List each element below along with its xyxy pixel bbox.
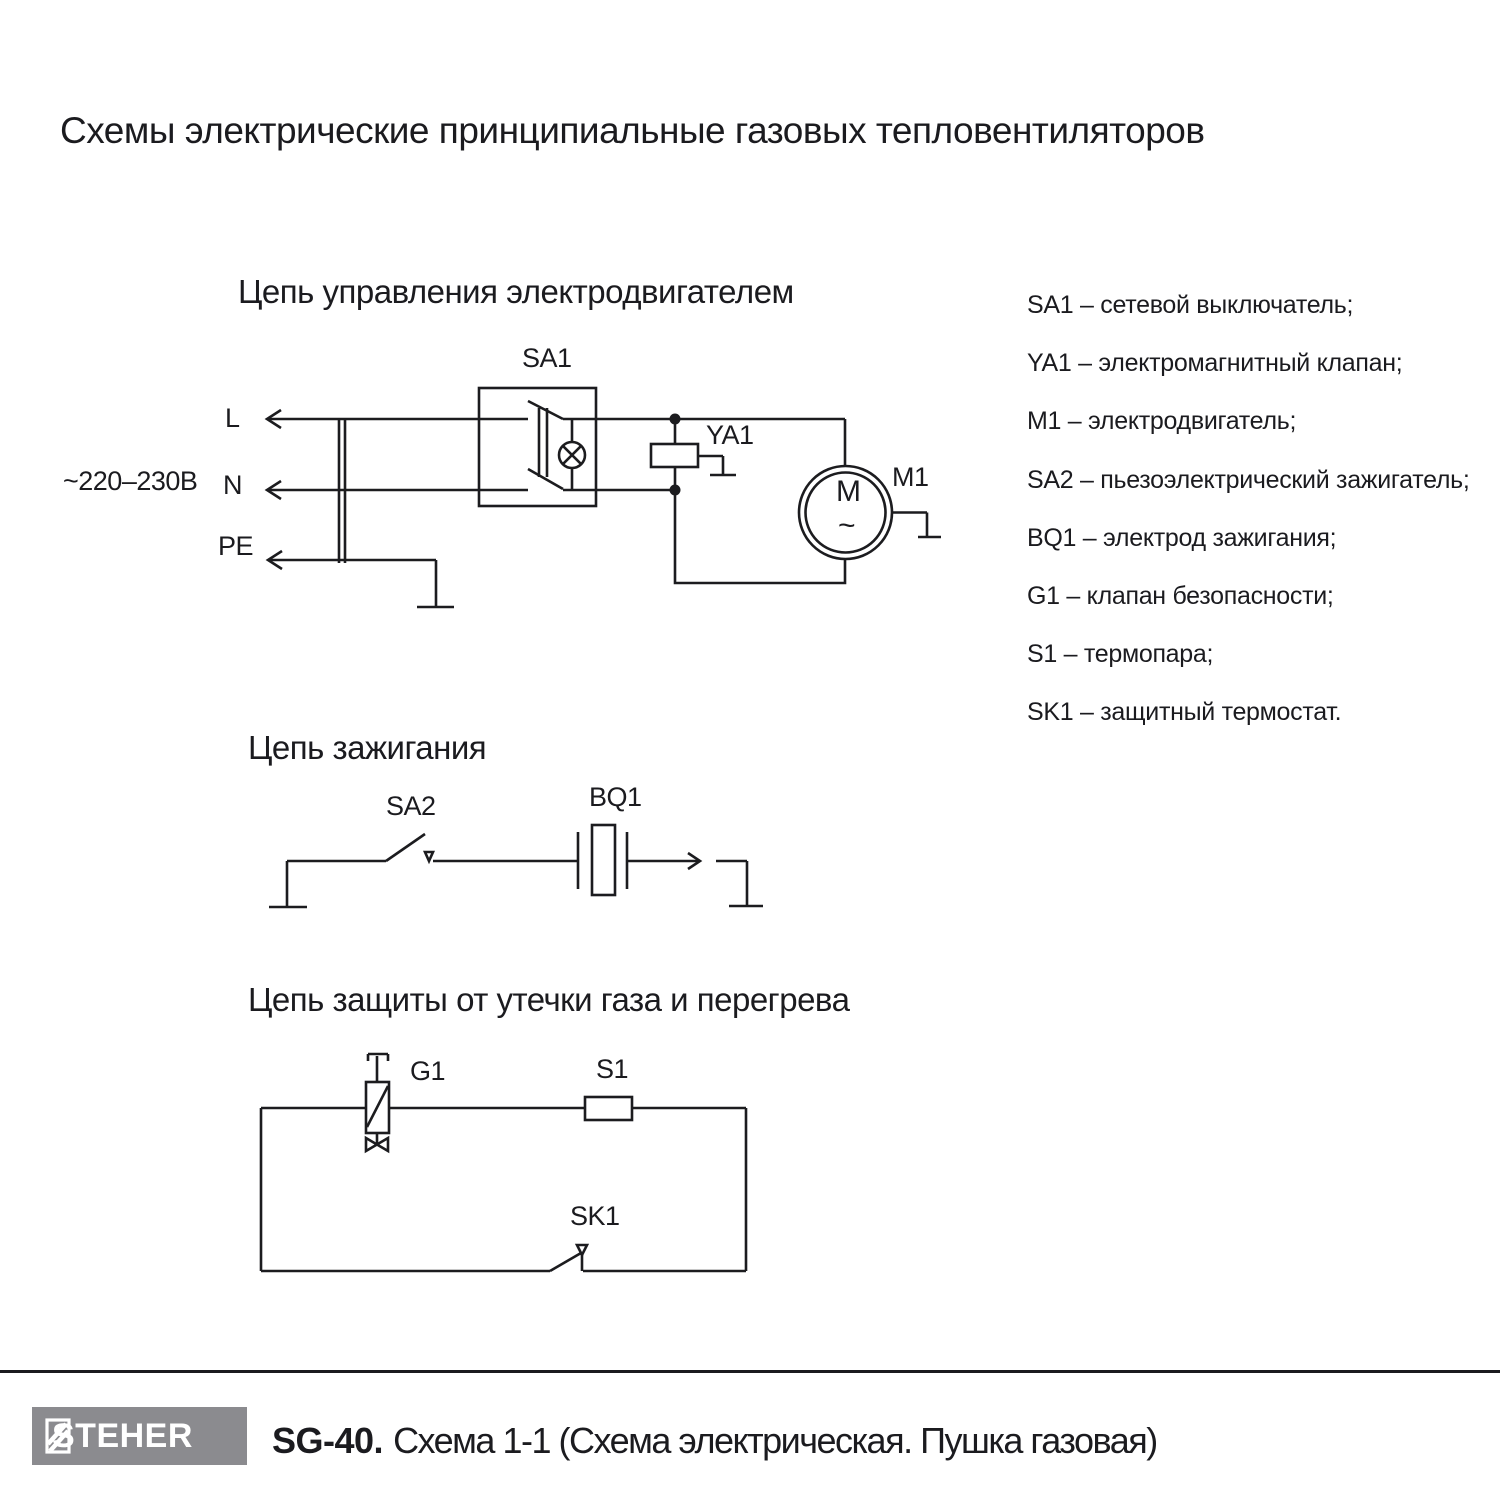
legend-item-ya1: YA1 – электромагнитный клапан; <box>1027 349 1403 378</box>
electrode-bq1-symbol <box>578 825 627 895</box>
label-sa2: SA2 <box>386 791 436 821</box>
circuit2-heading: Цепь зажигания <box>248 729 487 766</box>
mains-input-symbol <box>267 410 528 569</box>
label-ya1: YA1 <box>706 420 754 450</box>
thermostat-sk1-symbol <box>550 1245 587 1271</box>
label-terminal-l: L <box>225 403 240 433</box>
legend-item-m1: M1 – электродвигатель; <box>1027 407 1297 436</box>
label-bq1: BQ1 <box>589 782 642 812</box>
legend-item-g1: G1 – клапан безопасности; <box>1027 581 1334 610</box>
legend-item-sa2: SA2 – пьезоэлектрический зажигатель; <box>1027 465 1470 494</box>
legend-item-bq1: BQ1 – электрод зажигания; <box>1027 523 1337 552</box>
scheme-caption: Схема 1-1 (Схема электрическая. Пушка газовая) <box>393 1420 1157 1461</box>
circuit1-heading: Цепь управления электродвигателем <box>238 273 794 310</box>
label-m1: M1 <box>892 462 929 492</box>
thermocouple-s1-symbol <box>585 1097 632 1120</box>
legend-item-s1: S1 – термопара; <box>1027 640 1214 669</box>
steher-logo <box>32 1407 247 1465</box>
model-number: SG-40. <box>272 1420 384 1461</box>
valve-g1-symbol <box>366 1054 389 1151</box>
switch-sa1-symbol <box>479 388 596 506</box>
ignition-circuit-diagram <box>230 780 790 920</box>
page-title: Схемы электрические принципиальные газовых тепловентиляторов <box>60 110 1205 151</box>
label-s1: S1 <box>596 1054 629 1084</box>
footer-caption <box>272 1420 1157 1462</box>
label-g1: G1 <box>410 1056 446 1086</box>
legend-item-sa1: SA1 – сетевой выключатель; <box>1027 291 1354 319</box>
label-voltage: ~220–230В <box>63 466 198 496</box>
legend-item-sk1: SK1 – защитный термостат. <box>1027 698 1342 727</box>
label-sk1: SK1 <box>570 1201 620 1231</box>
ground-left-symbol <box>269 861 307 907</box>
pe-ground-symbol <box>417 560 454 607</box>
brand-name: STEHER <box>52 1416 193 1455</box>
label-sa1: SA1 <box>522 343 572 373</box>
label-motor-letter: M <box>836 475 861 508</box>
ground-right-symbol <box>716 861 763 906</box>
label-terminal-n: N <box>223 470 242 500</box>
circuit3-heading: Цепь защиты от утечки газа и перегрева <box>248 981 850 1018</box>
label-motor-ac: ~ <box>838 509 856 542</box>
igniter-sa2-symbol <box>386 834 433 861</box>
label-terminal-pe: PE <box>218 531 254 561</box>
protection-circuit-diagram <box>230 1040 770 1290</box>
steher-logo-icon <box>45 1418 71 1454</box>
legend <box>1027 292 1470 758</box>
footer-divider <box>0 1370 1500 1373</box>
